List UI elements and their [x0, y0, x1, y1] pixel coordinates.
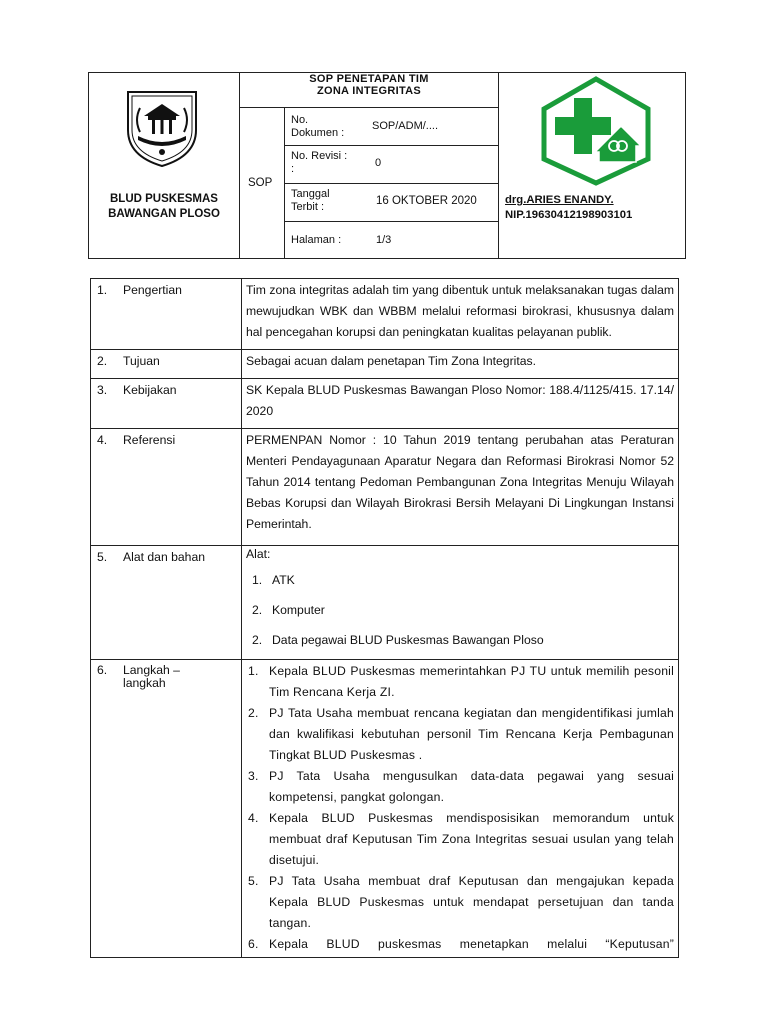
- list-text: Data pegawai BLUD Puskesmas Bawangan Ploso: [272, 633, 544, 647]
- tanggal-terbit-label-2: Terbit :: [291, 201, 325, 213]
- signer-name: drg.ARIES ENANDY.: [505, 194, 614, 206]
- section-row-langkah: [91, 660, 679, 958]
- doc-title-line-1: SOP PENETAPAN TIM: [309, 73, 429, 85]
- step-number: 6.: [248, 937, 259, 951]
- signer-nip: NIP.19630412198903101: [505, 209, 633, 221]
- step-text: PJ Tata Usaha mengusulkan data-data pegawai yang sesuai kompetensi, pangkat golongan.: [269, 769, 674, 804]
- list-text: ATK: [272, 573, 295, 587]
- section-row-pengertian: [91, 279, 679, 350]
- no-revisi-value: 0: [375, 157, 382, 169]
- step-number: 2.: [248, 706, 259, 720]
- section-row-kebijakan: [91, 379, 679, 429]
- step-item: [248, 871, 674, 934]
- list-number: 2.: [252, 603, 263, 617]
- section-label: Pengertian: [123, 283, 182, 297]
- list-item: [252, 570, 674, 591]
- list-number: 1.: [252, 573, 263, 587]
- no-dokumen-label-1: No.: [291, 114, 309, 126]
- regional-seal-logo: [122, 86, 202, 170]
- list-text: Komputer: [272, 603, 325, 617]
- sop-label: SOP: [248, 177, 273, 189]
- list-number: 2.: [252, 633, 263, 647]
- section-label-2: langkah: [123, 676, 166, 690]
- step-text: Kepala BLUD puskesmas menetapkan melalui “Keputusan”: [269, 937, 674, 951]
- step-number: 1.: [248, 664, 259, 678]
- section-number: 5.: [97, 550, 108, 564]
- section-label: Referensi: [123, 433, 176, 447]
- no-revisi-label-1: No. Revisi :: [291, 150, 348, 162]
- org-name-line-2: BAWANGAN PLOSO: [108, 208, 220, 220]
- list-item: [252, 600, 674, 621]
- section-label: Alat dan bahan: [123, 550, 205, 564]
- step-number: 4.: [248, 811, 259, 825]
- no-dokumen-label-2: Dokumen :: [291, 127, 345, 139]
- tanggal-terbit-label-1: Tanggal: [291, 188, 330, 200]
- tanggal-terbit-value: 16 OKTOBER 2020: [376, 195, 477, 207]
- step-text: Kepala BLUD Puskesmas memerintahkan PJ TU untuk memilih pesonil Tim Rencana Kerja ZI.: [269, 664, 674, 699]
- section-number: 3.: [97, 383, 108, 397]
- org-name-line-1: BLUD PUSKESMAS: [110, 193, 218, 205]
- step-item: [248, 661, 674, 703]
- list-item: [252, 630, 674, 651]
- sop-content-table: [90, 278, 679, 958]
- step-item: [248, 766, 674, 808]
- step-text: Kepala BLUD Puskesmas mendisposisikan memorandum untuk membuat draf Keputusan Tim Zona Integritas sesuai usulan yang telah disetujui.: [269, 811, 674, 867]
- step-text: PJ Tata Usaha membuat rencana kegiatan dan mengidentifikasi jumlah dan kwalifikasi kebutuhan personil Tim Rencana Kerja Pembagunan Tingkat BLUD Puskesmas .: [269, 706, 674, 762]
- tools-intro: Alat:: [246, 547, 271, 561]
- no-revisi-label-2: :: [291, 163, 295, 175]
- section-row-alat-dan-bahan: [91, 546, 679, 660]
- section-text: SK Kepala BLUD Puskesmas Bawangan Ploso Nomor: 188.4/1125/415. 17.14/ 2020: [242, 379, 679, 429]
- section-number: 6.: [97, 663, 108, 677]
- section-label: Tujuan: [123, 354, 160, 368]
- section-text: Tim zona integritas adalah tim yang dibentuk untuk melaksanakan tugas dalam mewujudkan WBK dan WBBM melalui reformasi birokrasi, khususnya dalam hal pencegahan korupsi dan peningkatan kualitas pelayanan publik.: [242, 279, 679, 350]
- puskesmas-logo: [537, 76, 655, 186]
- section-number: 2.: [97, 354, 108, 368]
- step-number: 3.: [248, 769, 259, 783]
- section-text: Sebagai acuan dalam penetapan Tim Zona Integritas.: [242, 350, 679, 379]
- no-dokumen-value: SOP/ADM/....: [372, 120, 439, 132]
- doc-title-line-2: ZONA INTEGRITAS: [316, 85, 422, 97]
- section-row-referensi: [91, 429, 679, 546]
- step-number: 5.: [248, 874, 259, 888]
- step-text: PJ Tata Usaha membuat draf Keputusan dan mengajukan kepada Kepala BLUD Puskesmas untuk mendapat persetujuan dan tanda tangan.: [269, 874, 674, 930]
- section-row-tujuan: [91, 350, 679, 379]
- step-item: [248, 703, 674, 766]
- halaman-value: 1/3: [376, 234, 392, 246]
- section-number: 4.: [97, 433, 108, 447]
- halaman-label: Halaman :: [291, 234, 342, 246]
- section-number: 1.: [97, 283, 108, 297]
- section-text: PERMENPAN Nomor : 10 Tahun 2019 tentang perubahan atas Peraturan Menteri Pendayagunaan Aparatur Negara dan Reformasi Birokrasi Nomor 52 Tahun 2014 tentang Pedoman Pembangunan Zona Integritas Menuju Wilayah Bebas Korupsi dan Wilayah Birokrasi Bersih Melayani Di Lingkungan Instansi Pemerintah.: [242, 429, 679, 546]
- section-label-1: Langkah –: [123, 663, 180, 677]
- section-label: Kebijakan: [123, 383, 177, 397]
- step-item: [248, 934, 674, 955]
- step-item: [248, 808, 674, 871]
